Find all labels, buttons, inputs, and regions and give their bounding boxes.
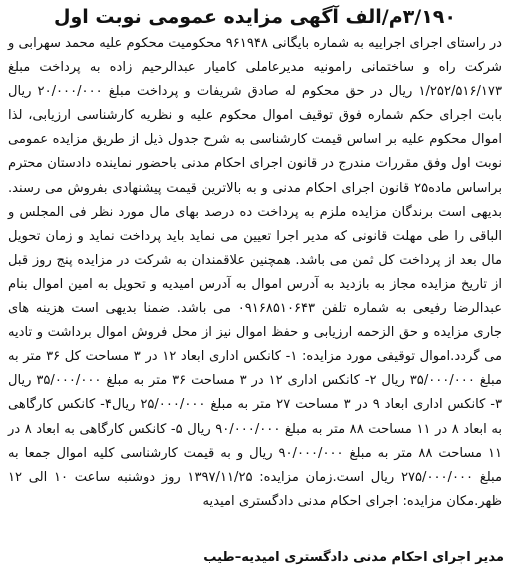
notice-footer	[6, 546, 504, 570]
notice-title: ۳/۱۹۰م/الف آگهی مزایده عمومی نوبت اول	[53, 6, 456, 28]
notice-body: در راستای اجرای اجراییه به شماره بایگانی ۹۶۱۹۴۸ محکومیت محکوم علیه محمد سهرابی و شرکت راه و ساختمانی رامونیه مدیرعاملی کامیار عبدالرحیم زاده به پرداخت مبلغ ۱/۲۵۲/۵۱۶/۱۷۳ ریال در حق محکوم له صادق شریفات و پرداخت مبلغ ۲۰/۰۰۰/۰۰۰ ریال بابت اجرای حکم شماره فوق توقیف اموال محکوم علیه و نظریه کارشناسی ارزیابی، لذا اموال محکوم علیه بر اساس قیمت کارشناسی به شرح جدول ذیل از طریق مزایده عمومی نوبت اول وفق مقررات مندرج در قانون اجرای احکام مدنی باحضور نماینده دادستان محترم براساس ماده۲۵ قانون اجرای احکام مدنی و به بالاترین قیمت پیشنهادی بفروش می رسند. بدیهی است برندگان مزایده ملزم به پرداخت ده درصد بهای مال مورد نظر فی المجلس و الباقی را طی مهلت قانونی که مدیر اجرا تعیین می نماید باید پرداخت نماید و زمان تحویل مال بعد از پرداخت کل ثمن می باشد. همچنین علاقمندان به شرکت در مزایده پنج روز قبل از تاریخ مزایده مجاز به بازدید به آدرس اموال به آدرس امیدیه و تحویل به امین اموال بنام عبدالرضا رفیعی به شماره تلفن ۰۹۱۶۸۵۱۰۶۴۳ می باشد. ضمنا بدیهی است هزینه های جاری مزایده و حق الزحمه ارزیابی و حفظ اموال نیز از محل فروش اموال برداشت و تادیه می گردد.اموال توقیفی مورد مزایده: ۱- کانکس اداری ابعاد ۱۲ در ۳ مساحت کل ۳۶ متر به مبلغ ۳۵/۰۰۰/۰۰۰ ریال ۲- کانکس اداری ۱۲ در ۳ مساحت ۳۶ متر به مبلغ ۳۵/۰۰۰/۰۰۰ ریال ۳- کانکس اداری ابعاد ۹ در ۳ مساحت ۲۷ متر به مبلغ ۲۵/۰۰۰/۰۰۰ ریال۴- کانکس کارگاهی به ابعاد ۸ در ۱۱ مساحت ۸۸ متر به مبلغ ۹۰/۰۰۰/۰۰۰ ریال ۵- کانکس کارگاهی به ابعاد ۸ در ۱۱ مساحت ۸۸ متر به مبلغ ۹۰/۰۰۰/۰۰۰ ریال و به قیمت کارشناسی کلیه اموال جمعا به مبلغ ۲۷۵/۰۰۰/۰۰۰ ریال است.زمان مزایده: ۱۳۹۷/۱۱/۲۵ روز دوشنبه ساعت ۱۰ الی ۱۲ ظهر.مکان مزایده: اجرای احکام مدنی دادگستری امیدیه	[8, 36, 503, 509]
notice-signer: مدیر اجرای احکام مدنی دادگستری امیدیه–طیب	[203, 550, 504, 565]
auction-notice	[6, 4, 504, 570]
